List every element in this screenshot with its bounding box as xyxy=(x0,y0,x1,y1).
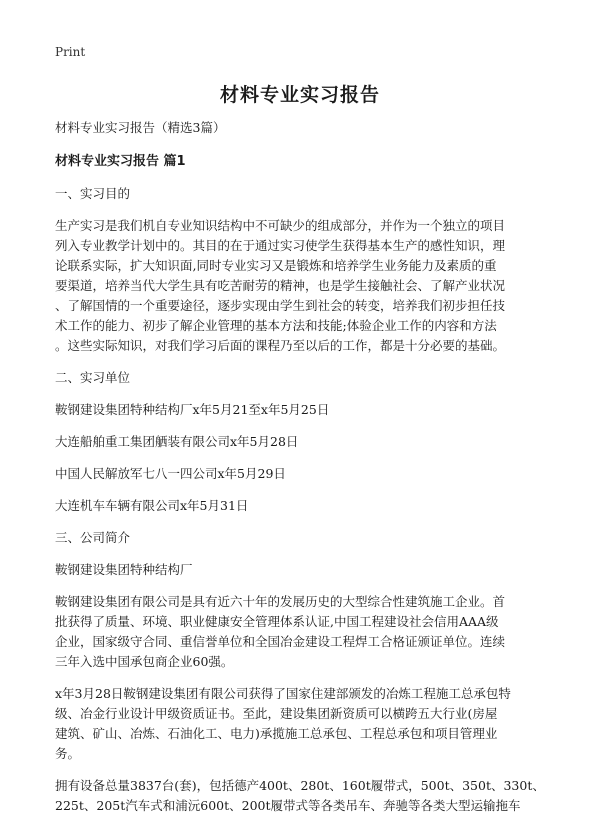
section-heading-units: 二、实习单位 xyxy=(55,370,131,385)
company-name: 鞍钢建设集团特种结构厂 xyxy=(55,562,193,577)
paragraph-company-qualification xyxy=(55,684,547,764)
text-line: 术工作的能力、初步了解企业管理的基本方法和技能;体验企业工作的内容和方法 xyxy=(55,318,497,333)
list-item: 大连机车车辆有限公司x年5月31日 xyxy=(55,498,249,513)
section-heading-company: 三、公司简介 xyxy=(55,530,131,545)
text-line: 企业，国家级守合同、重信誉单位和全国冶金建设工程焊工合格证颁证单位。连续 xyxy=(55,634,506,649)
text-line: 225t、205t汽车式和浦沅600t、200t履带式等各类吊车、奔驰等各类大型运输拖车 xyxy=(55,798,521,813)
text-line: 要渠道，培养当代大学生具有吃苦耐劳的精神，也是学生接触社会、了解产业状况 xyxy=(55,278,506,293)
text-line: 三年入选中国承包商企业60强。 xyxy=(55,654,234,669)
print-label: Print xyxy=(55,45,86,59)
paragraph-company-intro xyxy=(55,592,547,672)
document-body xyxy=(55,118,547,828)
paragraph-company-equipment xyxy=(55,776,547,816)
section-heading-purpose: 一、实习目的 xyxy=(55,186,131,201)
text-line: x年3月28日鞍钢建设集团有限公司获得了国家住建部颁发的冶炼工程施工总承包特 xyxy=(55,686,511,701)
document-subtitle: 材料专业实习报告（精选3篇） xyxy=(55,120,226,135)
document-title: 材料专业实习报告 xyxy=(219,84,380,106)
text-line: 批获得了质量、环境、职业健康安全管理体系认证,中国工程建设社会信用AAA级 xyxy=(55,614,499,629)
text-line: 生产实习是我们机自专业知识结构中不可缺少的组成部分，并作为一个独立的项目 xyxy=(55,218,506,233)
text-line: 论联系实际，扩大知识面,同时专业实习又是锻炼和培养学生业务能力及素质的重 xyxy=(55,258,497,273)
text-line: 、了解国情的一个重要途径，逐步实现由学生到社会的转变，培养我们初步担任技 xyxy=(55,298,506,313)
text-line: 务。 xyxy=(55,746,81,761)
list-item: 鞍钢建设集团特种结构厂x年5月21至x年5月25日 xyxy=(55,402,330,417)
text-line: 鞍钢建设集团有限公司是具有近六十年的发展历史的大型综合性建筑施工企业。首 xyxy=(55,594,506,609)
paragraph-purpose xyxy=(55,216,547,356)
text-line: 建筑、矿山、冶炼、石油化工、电力)承揽施工总承包、工程总承包和项目管理业 xyxy=(55,726,498,741)
chapter-title: 材料专业实习报告 篇1 xyxy=(55,154,186,169)
list-item: 中国人民解放军七八一四公司x年5月29日 xyxy=(55,466,286,481)
text-line: 。这些实际知识，对我们学习后面的课程乃至以后的工作，都是十分必要的基础。 xyxy=(55,338,506,353)
text-line: 级、冶金行业设计甲级资质证书。至此，建设集团新资质可以横跨五大行业(房屋 xyxy=(55,706,498,721)
text-line: 列入专业教学计划中的。其目的在于通过实习使学生获得基本生产的感性知识，理 xyxy=(55,238,506,253)
text-line: 拥有设备总量3837台(套)，包括德产400t、280t、160t履带式，500t、350t、330t、 xyxy=(55,778,545,793)
list-item: 大连船舶重工集团舾装有限公司x年5月28日 xyxy=(55,434,299,449)
